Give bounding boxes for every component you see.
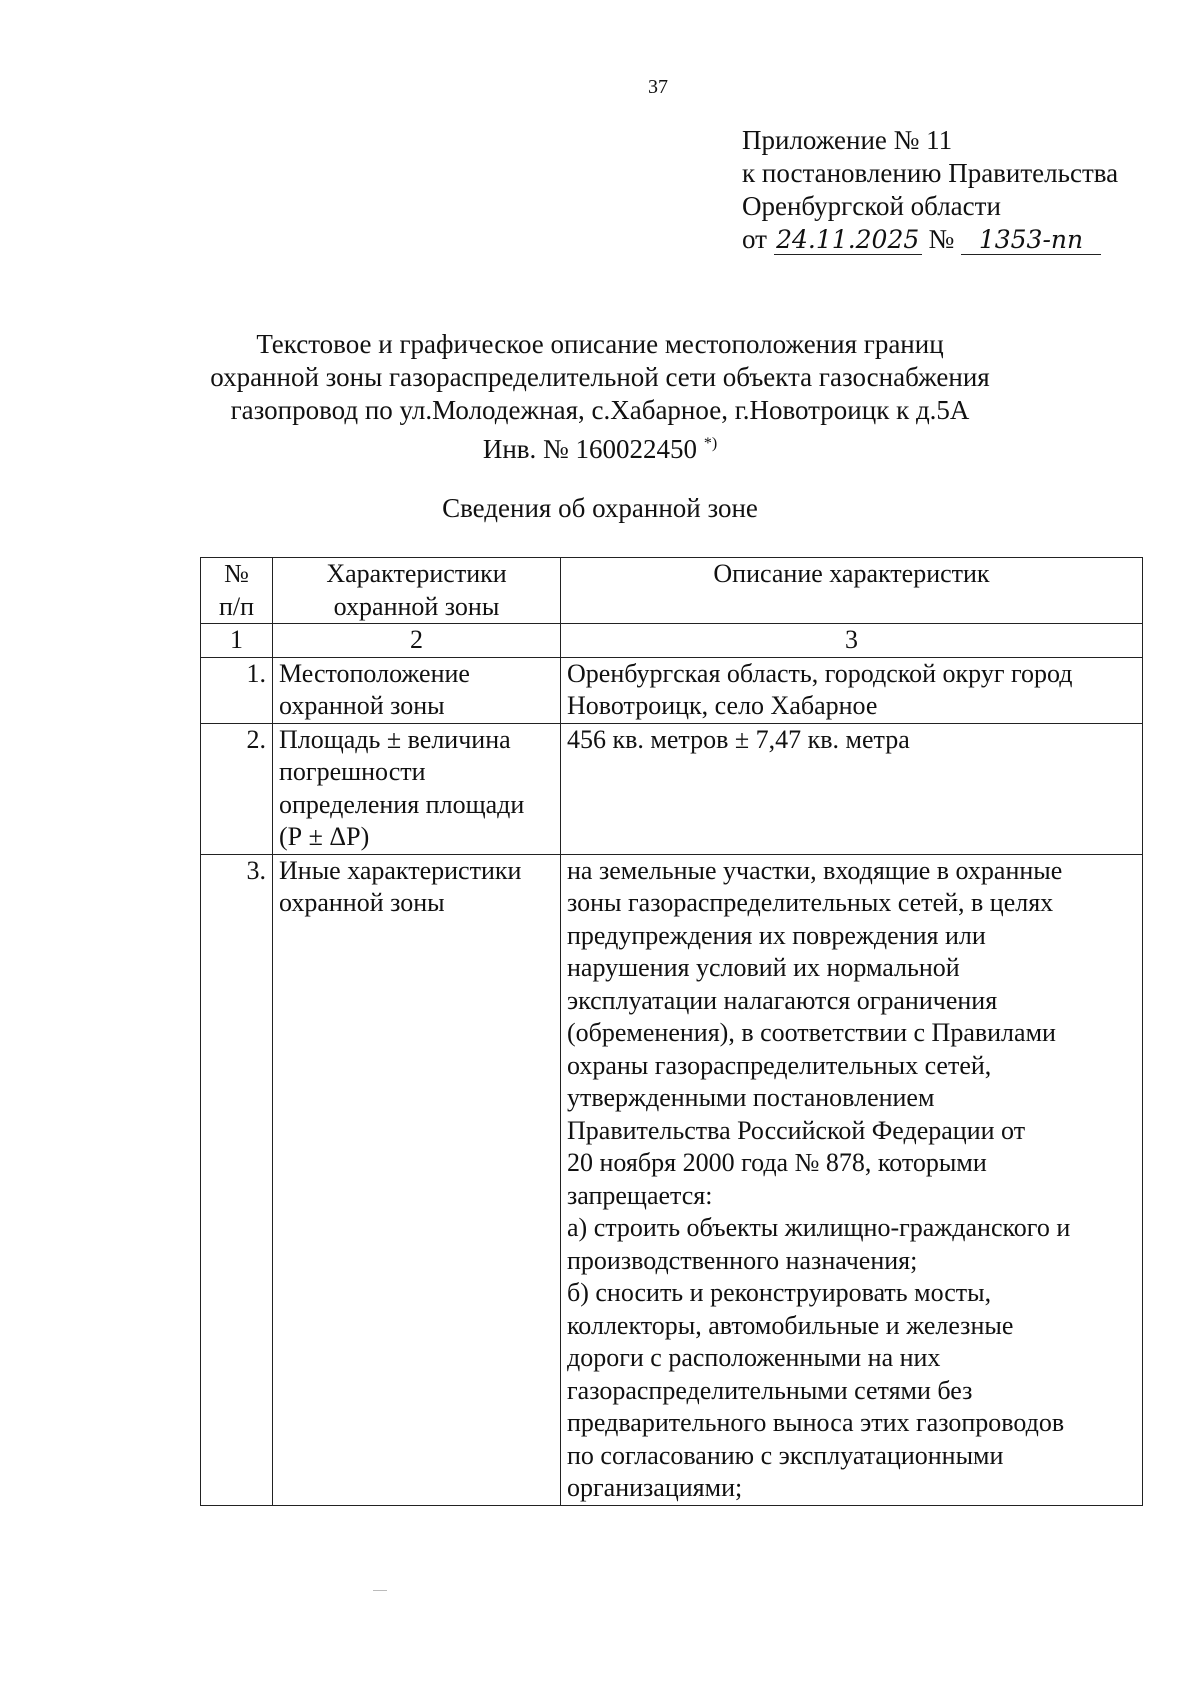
- column-number-2: 2: [273, 624, 561, 658]
- scan-artifact: [373, 1590, 387, 1591]
- zone-info-table: [200, 557, 1143, 1506]
- title-line-4: [0, 427, 1200, 466]
- appendix-line-region: Оренбургской области: [742, 191, 1001, 221]
- table-header-row: [201, 558, 1143, 624]
- table-row: [201, 723, 1143, 854]
- section-subtitle: Сведения об охранной зоне: [442, 493, 758, 523]
- page-number: 37: [648, 76, 668, 98]
- footnote-mark: *): [703, 435, 718, 452]
- table-row: [201, 657, 1143, 723]
- column-number-row: [201, 624, 1143, 658]
- row-description: на земельные участки, входящие в охранные зоны газораспределительных сетей, в целях предупреждения их повреждения или нарушения условий их нормальной эксплуатации налагаются ограничения (обременения), в соответствии с Правилами охраны газораспределительных сетей, утвержденными постановлением Правительства Российской Федерации от 20 ноября 2000 года № 878, которыми запрещается: а) строить объекты жилищно-гражданского и производственного назначения; б) сносить и реконструировать мосты, коллекторы, автомобильные и железные дороги с расположенными на них газораспределительными сетями без предварительного выноса этих газопроводов по согласованию с эксплуатационными организациями;: [561, 854, 1143, 1505]
- column-number-3: 3: [561, 624, 1143, 658]
- inventory-number: Инв. № 160022450: [482, 434, 698, 464]
- document-title: [0, 328, 1200, 466]
- handwritten-date: 24.11.2025: [774, 226, 922, 255]
- appendix-title: Приложение № 11: [742, 125, 953, 155]
- table-row: [201, 854, 1143, 1505]
- header-number: № п/п: [201, 558, 273, 624]
- row-description: 456 кв. метров ± 7,47 кв. метра: [561, 723, 1143, 854]
- column-number-1: 1: [201, 624, 273, 658]
- row-number: 2.: [201, 723, 273, 854]
- row-number: 3.: [201, 854, 273, 1505]
- row-number: 1.: [201, 657, 273, 723]
- header-characteristic: Характеристики охранной зоны: [273, 558, 561, 624]
- row-characteristic: Местоположение охранной зоны: [273, 657, 561, 723]
- title-line-2: охранной зоны газораспределительной сети объекта газоснабжения: [210, 362, 990, 392]
- appendix-signature-line: [742, 223, 1118, 256]
- header-description: Описание характеристик: [561, 558, 1143, 624]
- number-label: №: [928, 224, 955, 254]
- row-characteristic: Иные характеристики охранной зоны: [273, 854, 561, 1505]
- appendix-block: [742, 124, 1118, 256]
- from-label: от: [742, 224, 767, 254]
- appendix-line-resolution: к постановлению Правительства: [742, 158, 1119, 188]
- handwritten-number: 1353-пп: [961, 226, 1101, 255]
- row-description: Оренбургская область, городской округ город Новотроицк, село Хабарное: [561, 657, 1143, 723]
- title-line-1: Текстовое и графическое описание местоположения границ: [256, 329, 944, 359]
- row-characteristic: Площадь ± величина погрешности определения площади (Р ± ΔР): [273, 723, 561, 854]
- title-line-3: газопровод по ул.Молодежная, с.Хабарное, г.Новотроицк к д.5А: [230, 395, 970, 425]
